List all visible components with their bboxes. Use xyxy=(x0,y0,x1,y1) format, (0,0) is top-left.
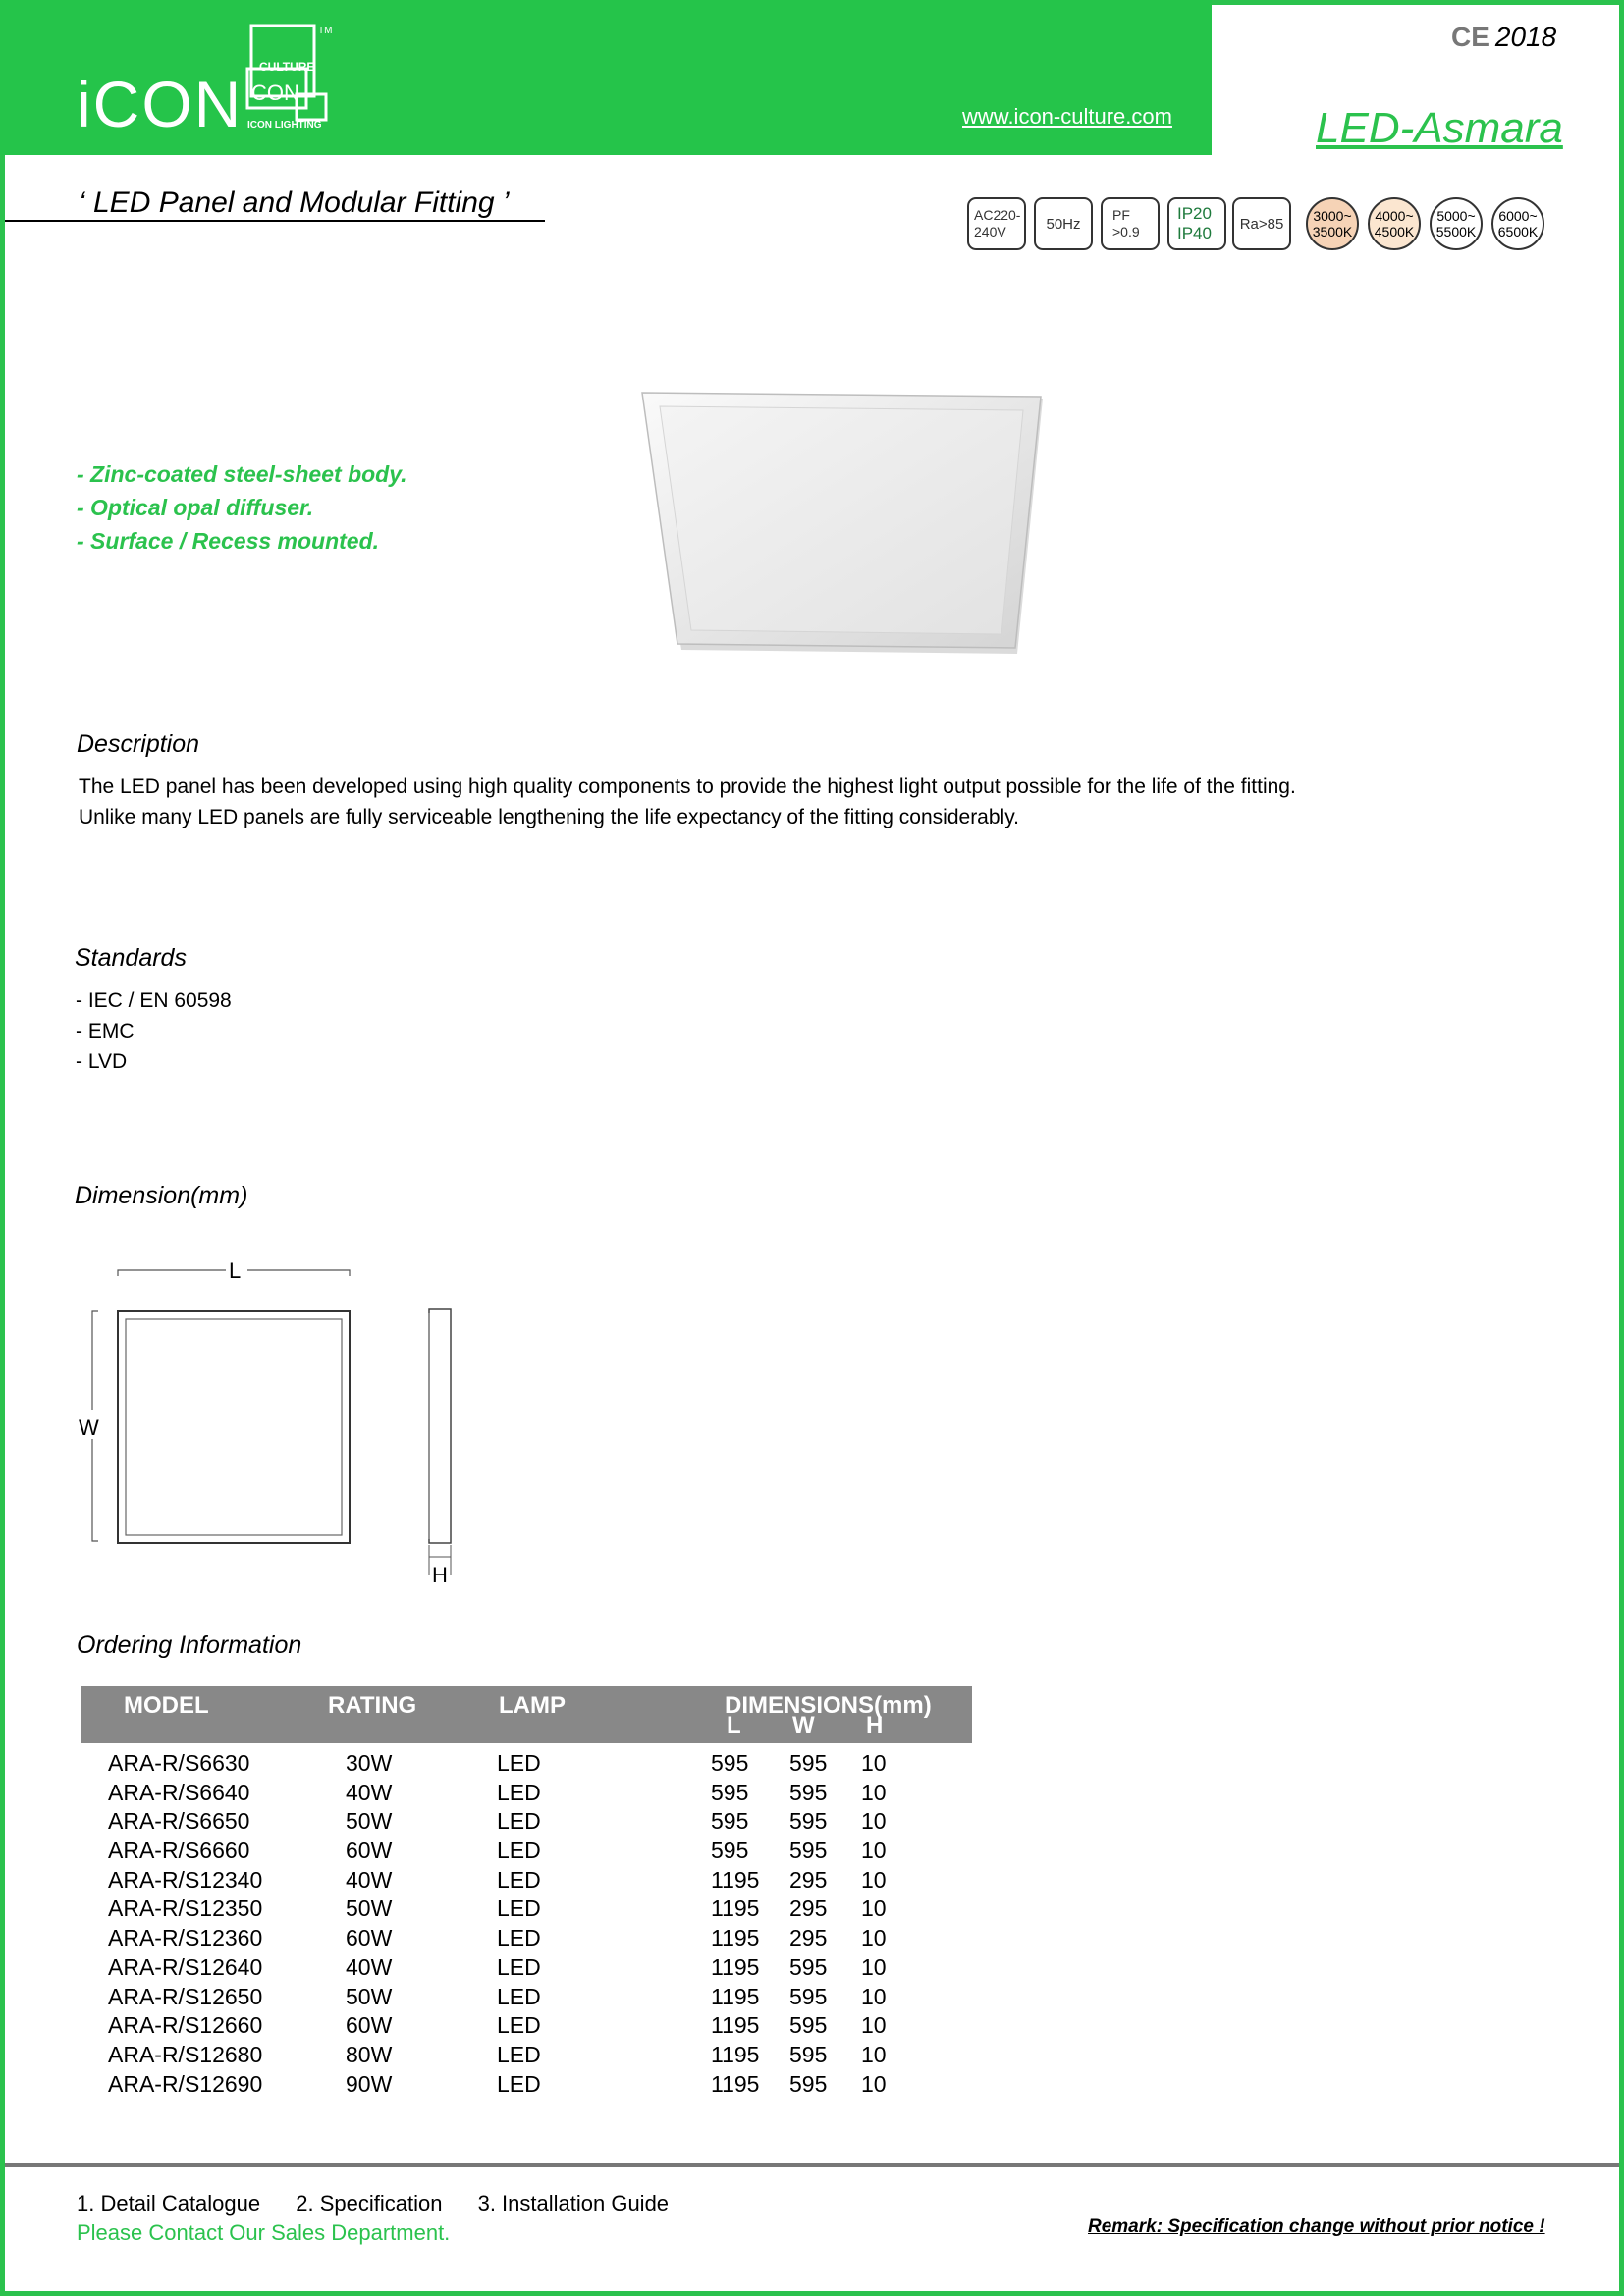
table-row xyxy=(81,1779,972,1808)
cell-h: 10 xyxy=(861,1896,887,1922)
page-subtitle: ‘ LED Panel and Modular Fitting ’ xyxy=(79,187,510,219)
cell-lamp: LED xyxy=(497,1953,541,1980)
cell-l: 1195 xyxy=(711,2070,760,2097)
cell-lamp: LED xyxy=(497,2012,541,2039)
footer-divider xyxy=(5,2163,1619,2167)
cell-lamp: LED xyxy=(497,1779,541,1805)
dim-label-h: H xyxy=(432,1563,448,1587)
logo-con-text: CON xyxy=(251,80,299,105)
cell-l: 595 xyxy=(711,1838,749,1864)
cell-l: 1195 xyxy=(711,2041,760,2067)
cell-l: 1195 xyxy=(711,1925,760,1951)
cell-model: ARA-R/S6650 xyxy=(108,1808,250,1835)
badge-voltage: AC220- 240V xyxy=(967,197,1026,250)
cell-rating: 50W xyxy=(346,1896,393,1922)
cell-w: 595 xyxy=(789,1838,828,1864)
footer-doc-item: 3. Installation Guide xyxy=(477,2191,670,2216)
cell-model: ARA-R/S12640 xyxy=(108,1953,263,1980)
cell-h: 10 xyxy=(861,1838,887,1864)
cell-h: 10 xyxy=(861,2070,887,2097)
logo-icon xyxy=(245,22,339,130)
standard-item: - IEC / EN 60598 xyxy=(76,989,232,1012)
cell-w: 595 xyxy=(789,1953,828,1980)
description-line: The LED panel has been developed using high quality components to provide the highest light output possible for the life of the fitting. xyxy=(79,775,1296,798)
cell-h: 10 xyxy=(861,2012,887,2039)
description-title: Description xyxy=(77,730,200,758)
dim-label-l: L xyxy=(229,1258,242,1283)
standard-item: - LVD xyxy=(76,1050,128,1073)
cell-model: ARA-R/S6630 xyxy=(108,1750,250,1776)
cell-rating: 40W xyxy=(346,1779,393,1805)
badge-cri: Ra>85 xyxy=(1232,197,1291,250)
header-lamp: LAMP xyxy=(499,1692,566,1719)
table-row xyxy=(81,1837,972,1866)
cell-w: 595 xyxy=(789,1983,828,2009)
cell-w: 595 xyxy=(789,1808,828,1835)
cell-l: 595 xyxy=(711,1750,749,1776)
badge-ip-rating: IP20 IP40 xyxy=(1167,197,1226,250)
cell-l: 1195 xyxy=(711,1983,760,2009)
cell-rating: 40W xyxy=(346,1866,393,1893)
cell-w: 595 xyxy=(789,2041,828,2067)
table-row xyxy=(81,1749,972,1779)
standards-list xyxy=(76,986,232,1077)
footer-remark: Remark: Specification change without prior notice ! xyxy=(1088,2216,1545,2237)
feature-item: - Optical opal diffuser. xyxy=(77,495,314,520)
standard-item: - EMC xyxy=(76,1020,135,1042)
header-band xyxy=(0,0,1212,155)
subtitle-underline xyxy=(5,220,545,222)
table-row xyxy=(81,2011,972,2041)
panel-product-image xyxy=(638,391,1060,656)
cell-l: 595 xyxy=(711,1808,749,1835)
cell-model: ARA-R/S12650 xyxy=(108,1983,263,2009)
cell-model: ARA-R/S6660 xyxy=(108,1838,250,1864)
cell-h: 10 xyxy=(861,2041,887,2067)
header-dim-h: H xyxy=(866,1712,884,1738)
logo-culture-text: CULTURE xyxy=(259,60,315,74)
footer-doc-item: 1. Detail Catalogue xyxy=(77,2191,261,2216)
cell-rating: 30W xyxy=(346,1750,393,1776)
header-dim-l: L xyxy=(727,1712,741,1738)
cell-rating: 50W xyxy=(346,1808,393,1835)
footer-doc-list xyxy=(77,2191,698,2216)
year-label xyxy=(1451,22,1556,53)
cell-w: 595 xyxy=(789,2012,828,2039)
cell-l: 1195 xyxy=(711,2012,760,2039)
cell-lamp: LED xyxy=(497,1983,541,2009)
header-model: MODEL xyxy=(124,1692,209,1719)
cell-l: 1195 xyxy=(711,1953,760,1980)
product-name: LED-Asmara xyxy=(1316,104,1563,152)
cell-l: 1195 xyxy=(711,1866,760,1893)
badge-frequency: 50Hz xyxy=(1034,197,1093,250)
badge-power-factor: PF >0.9 xyxy=(1101,197,1160,250)
ordering-table-body xyxy=(81,1749,972,2099)
cell-rating: 40W xyxy=(346,1953,393,1980)
table-row xyxy=(81,1866,972,1896)
cell-rating: 50W xyxy=(346,1983,393,2009)
cct-5000k: 5000~ 5500K xyxy=(1430,197,1483,250)
cell-l: 595 xyxy=(711,1779,749,1805)
ordering-table-header xyxy=(81,1686,972,1743)
logo-sub-text: ICON LIGHTING xyxy=(247,120,322,130)
cell-w: 595 xyxy=(789,1779,828,1805)
cell-lamp: LED xyxy=(497,1866,541,1893)
footer-contact: Please Contact Our Sales Department. xyxy=(77,2220,451,2245)
table-row xyxy=(81,1953,972,1983)
brand-wordmark: iCON xyxy=(77,68,244,140)
table-row xyxy=(81,2041,972,2070)
cell-h: 10 xyxy=(861,1925,887,1951)
cell-rating: 90W xyxy=(346,2070,393,2097)
cell-lamp: LED xyxy=(497,1838,541,1864)
cell-w: 595 xyxy=(789,2070,828,2097)
cell-h: 10 xyxy=(861,1750,887,1776)
cell-w: 295 xyxy=(789,1866,828,1893)
cell-model: ARA-R/S6640 xyxy=(108,1779,250,1805)
cell-l: 1195 xyxy=(711,1896,760,1922)
cell-w: 295 xyxy=(789,1896,828,1922)
cell-rating: 60W xyxy=(346,1925,393,1951)
feature-item: - Zinc-coated steel-sheet body. xyxy=(77,461,407,487)
cell-lamp: LED xyxy=(497,1896,541,1922)
cell-lamp: LED xyxy=(497,1925,541,1951)
table-row xyxy=(81,1983,972,2012)
cell-h: 10 xyxy=(861,1983,887,2009)
dimension-title: Dimension(mm) xyxy=(75,1182,248,1209)
standards-title: Standards xyxy=(75,944,187,972)
cct-6000k: 6000~ 6500K xyxy=(1491,197,1544,250)
ce-mark-icon: CE xyxy=(1451,22,1489,52)
cell-w: 595 xyxy=(789,1750,828,1776)
table-row xyxy=(81,1807,972,1837)
cell-lamp: LED xyxy=(497,2070,541,2097)
cell-model: ARA-R/S12340 xyxy=(108,1866,263,1893)
table-row xyxy=(81,1895,972,1924)
feature-list xyxy=(77,457,407,558)
cell-model: ARA-R/S12690 xyxy=(108,2070,263,2097)
cell-model: ARA-R/S12350 xyxy=(108,1896,263,1922)
table-row xyxy=(81,1924,972,1953)
cell-h: 10 xyxy=(861,1866,887,1893)
cell-w: 295 xyxy=(789,1925,828,1951)
cell-h: 10 xyxy=(861,1953,887,1980)
website-link[interactable]: www.icon-culture.com xyxy=(962,104,1172,129)
footer-doc-item: 2. Specification xyxy=(296,2191,443,2216)
cell-model: ARA-R/S12680 xyxy=(108,2041,263,2067)
cct-3000k: 3000~ 3500K xyxy=(1306,197,1359,250)
cell-model: ARA-R/S12360 xyxy=(108,1925,263,1951)
cell-h: 10 xyxy=(861,1808,887,1835)
cell-lamp: LED xyxy=(497,2041,541,2067)
description-line: Unlike many LED panels are fully serviceable lengthening the life expectancy of the fitting considerably. xyxy=(79,806,1019,828)
logo-tm-text: TM xyxy=(318,26,333,36)
header-dimensions: DIMENSIONS(mm) xyxy=(725,1692,932,1719)
cell-rating: 60W xyxy=(346,1838,393,1864)
cell-rating: 60W xyxy=(346,2012,393,2039)
year-text: 2018 xyxy=(1494,22,1557,52)
dimension-drawing xyxy=(69,1247,481,1590)
cct-4000k: 4000~ 4500K xyxy=(1368,197,1421,250)
header-dim-w: W xyxy=(792,1712,815,1738)
cell-lamp: LED xyxy=(497,1808,541,1835)
table-row xyxy=(81,2070,972,2100)
cell-lamp: LED xyxy=(497,1750,541,1776)
ordering-title: Ordering Information xyxy=(77,1631,302,1659)
cell-model: ARA-R/S12660 xyxy=(108,2012,263,2039)
cell-rating: 80W xyxy=(346,2041,393,2067)
cell-h: 10 xyxy=(861,1779,887,1805)
header-rating: RATING xyxy=(328,1692,417,1719)
dim-label-w: W xyxy=(79,1415,99,1440)
feature-item: - Surface / Recess mounted. xyxy=(77,528,380,554)
